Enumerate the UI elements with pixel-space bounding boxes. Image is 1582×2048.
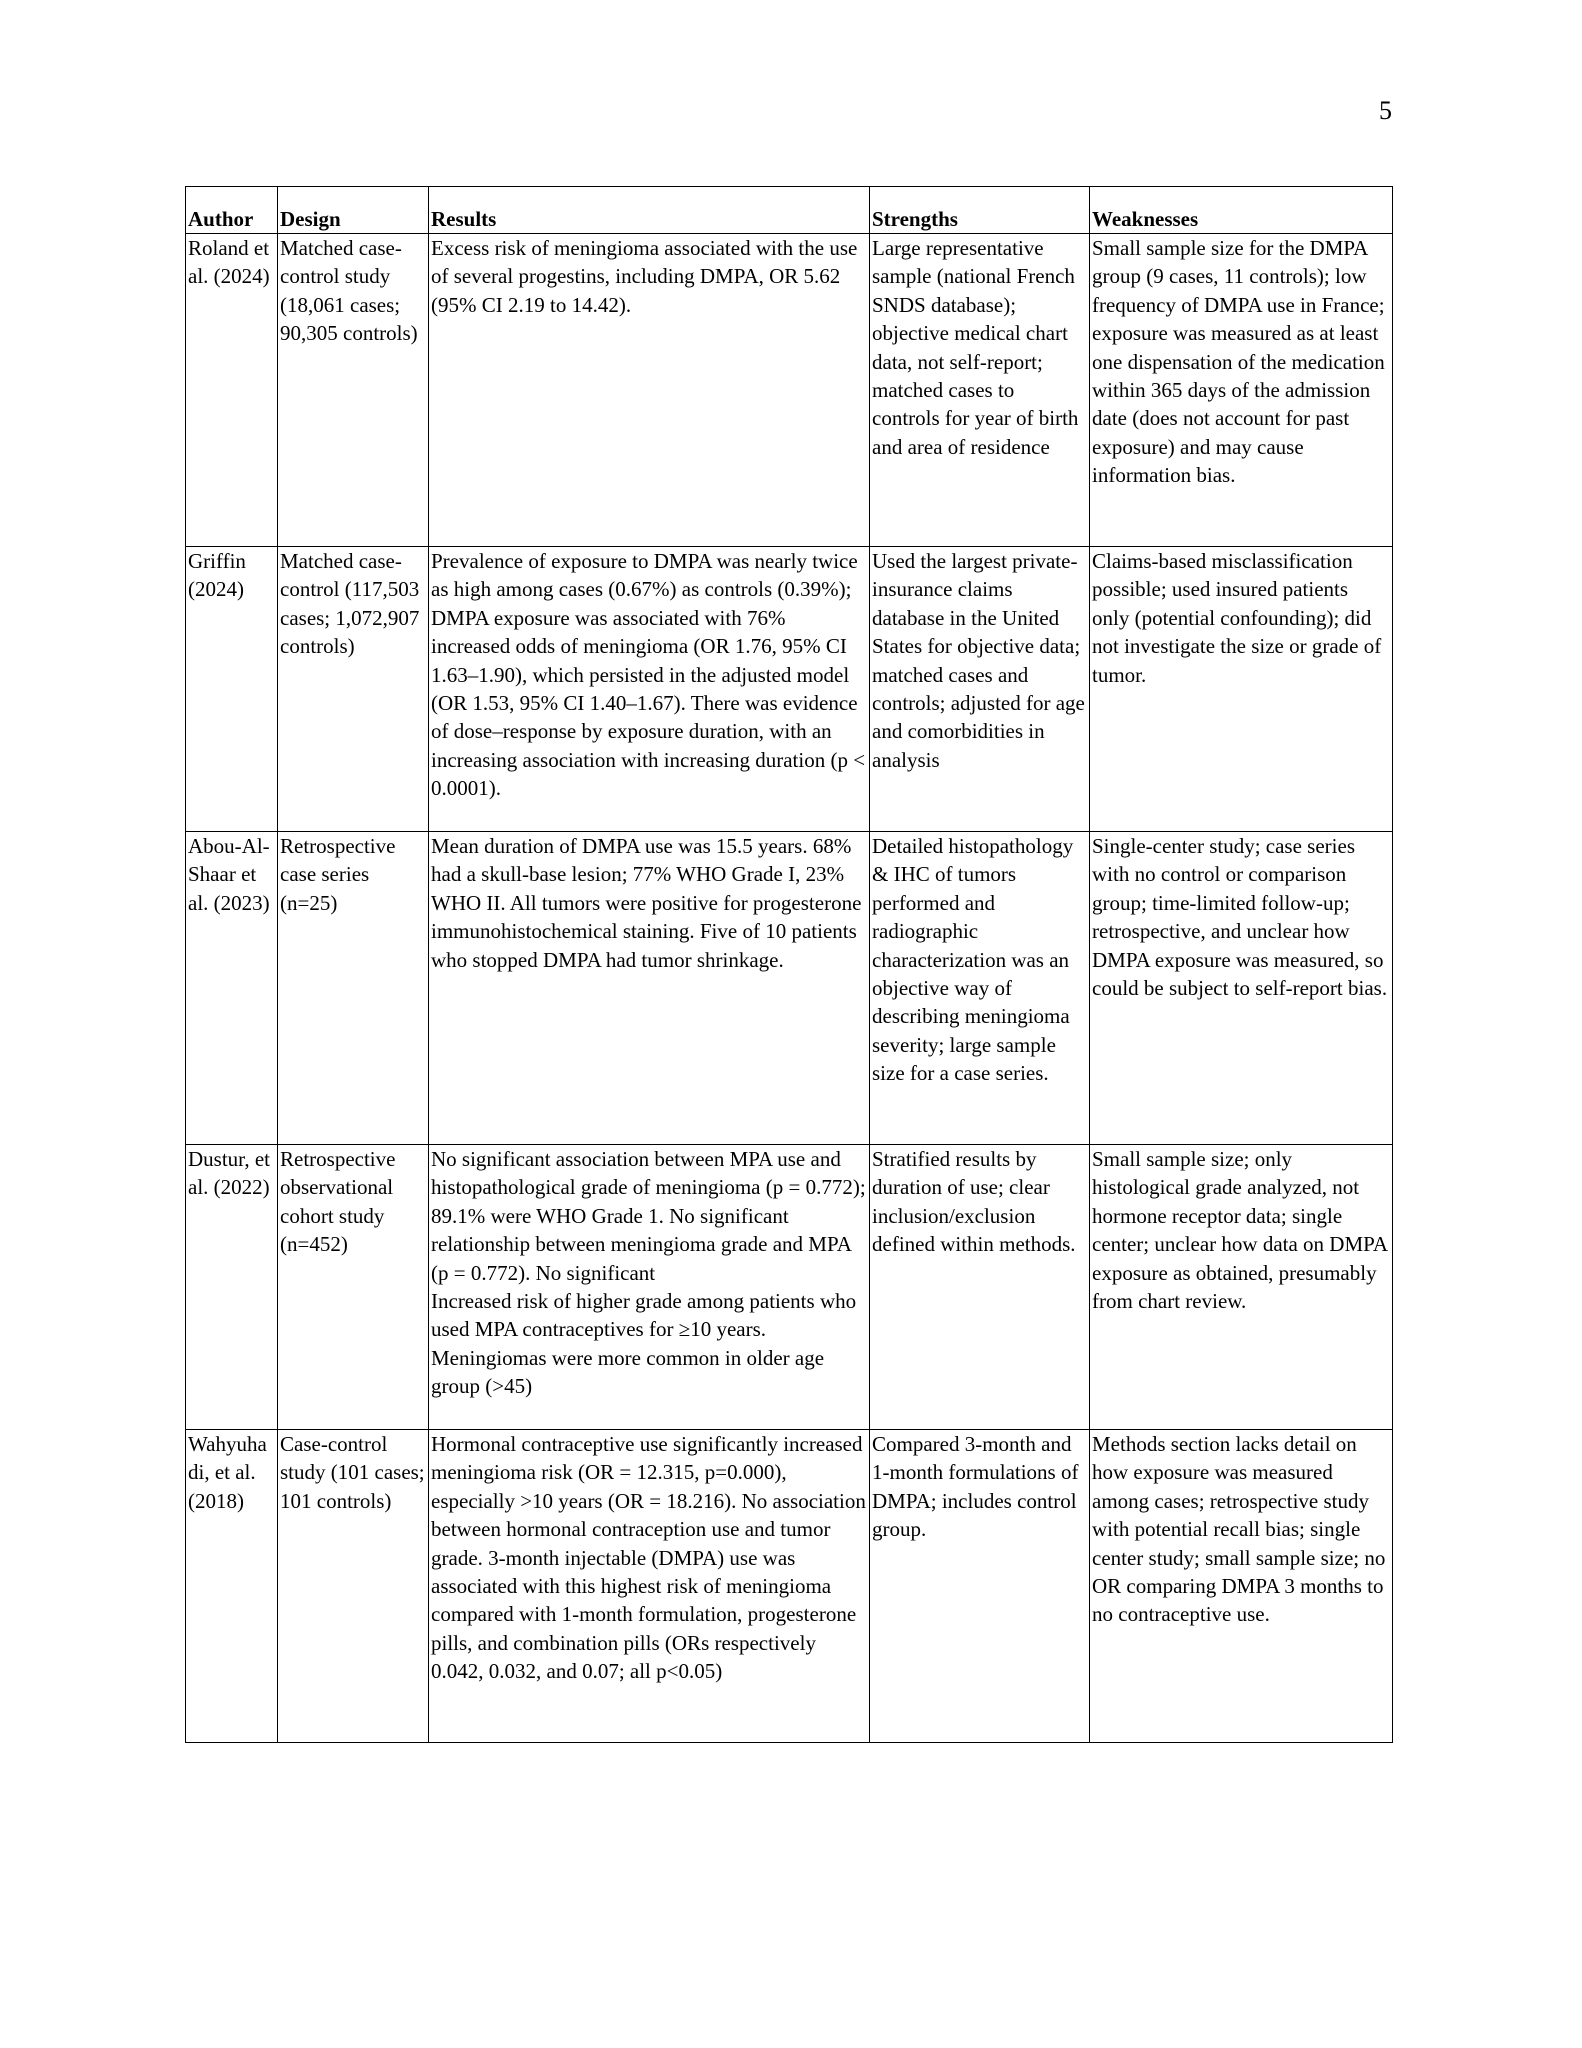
cell-weaknesses: Methods section lacks detail on how exposure was measured among cases; retrospective study with potential recall bias; single center study; small sample size; no OR comparing DMPA 3 months to no contraceptive use.	[1090, 1430, 1393, 1743]
header-results: Results	[429, 187, 870, 234]
page-number: 5	[1379, 96, 1392, 125]
table-row	[186, 234, 1393, 547]
header-design: Design	[278, 187, 429, 234]
cell-design: Matched case-control (117,503 cases; 1,072,907 controls)	[278, 547, 429, 832]
cell-design: Matched case-control study (18,061 cases; 90,305 controls)	[278, 234, 429, 547]
table-row	[186, 1145, 1393, 1430]
cell-design: Case-control study (101 cases; 101 controls)	[278, 1430, 429, 1743]
cell-strengths: Compared 3-month and 1-month formulations of DMPA; includes control group.	[870, 1430, 1090, 1743]
cell-design: Retrospective observational cohort study (n=452)	[278, 1145, 429, 1430]
cell-results: Mean duration of DMPA use was 15.5 years. 68% had a skull-base lesion; 77% WHO Grade I, 23% WHO II. All tumors were positive for progesterone immunohistochemical staining. Five of 10 patients who stopped DMPA had tumor shrinkage.	[429, 832, 870, 1145]
table-row	[186, 1430, 1393, 1743]
cell-weaknesses: Small sample size; only histological grade analyzed, not hormone receptor data; single center; unclear how data on DMPA exposure as obtained, presumably from chart review.	[1090, 1145, 1393, 1430]
results-paragraph: No significant association between MPA use and histopathological grade of meningioma (p = 0.772); 89.1% were WHO Grade 1. No significant relationship between meningioma grade and MPA (p = 0.772). No significant	[431, 1147, 866, 1285]
header-weaknesses: Weaknesses	[1090, 187, 1393, 234]
cell-results	[429, 1145, 870, 1430]
header-author: Author	[186, 187, 278, 234]
cell-results: Hormonal contraceptive use significantly increased meningioma risk (OR = 12.315, p=0.000), especially >10 years (OR = 18.216). No association between hormonal contraception use and tumor grade. 3-month injectable (DMPA) use was associated with this highest risk of meningioma compared with 1-month formulation, progesterone pills, and combination pills (ORs respectively 0.042, 0.032, and 0.07; all p<0.05)	[429, 1430, 870, 1743]
cell-strengths: Used the largest private-insurance claims database in the United States for objective data; matched cases and controls; adjusted for age and comorbidities in analysis	[870, 547, 1090, 832]
cell-results: Prevalence of exposure to DMPA was nearly twice as high among cases (0.67%) as controls (0.39%); DMPA exposure was associated with 76% increased odds of meningioma (OR 1.76, 95% CI 1.63–1.90), which persisted in the adjusted model (OR 1.53, 95% CI 1.40–1.67). There was evidence of dose–response by exposure duration, with an increasing association with increasing duration (p < 0.0001).	[429, 547, 870, 832]
table-row	[186, 547, 1393, 832]
cell-strengths: Large representative sample (national French SNDS database); objective medical chart data, not self-report; matched cases to controls for year of birth and area of residence	[870, 234, 1090, 547]
cell-author: Dustur, et al. (2022)	[186, 1145, 278, 1430]
header-strengths: Strengths	[870, 187, 1090, 234]
cell-author: Abou-Al-Shaar et al. (2023)	[186, 832, 278, 1145]
cell-author: Wahyuhadi, et al. (2018)	[186, 1430, 278, 1743]
literature-review-table	[185, 186, 1393, 1743]
cell-author: Griffin (2024)	[186, 547, 278, 832]
cell-weaknesses: Small sample size for the DMPA group (9 cases, 11 controls); low frequency of DMPA use in France; exposure was measured as at least one dispensation of the medication within 365 days of the admission date (does not account for past exposure) and may cause information bias.	[1090, 234, 1393, 547]
cell-design: Retrospective case series (n=25)	[278, 832, 429, 1145]
cell-strengths: Detailed histopathology & IHC of tumors performed and radiographic characterization was an objective way of describing meningioma severity; large sample size for a case series.	[870, 832, 1090, 1145]
table-row	[186, 832, 1393, 1145]
cell-author: Roland et al. (2024)	[186, 234, 278, 547]
results-paragraph: Increased risk of higher grade among patients who used MPA contraceptives for ≥10 years. Meningiomas were more common in older age group (>45)	[431, 1289, 857, 1399]
cell-strengths: Stratified results by duration of use; clear inclusion/exclusion defined within methods.	[870, 1145, 1090, 1430]
cell-results: Excess risk of meningioma associated with the use of several progestins, including DMPA, OR 5.62 (95% CI 2.19 to 14.42).	[429, 234, 870, 547]
table-header-row	[186, 187, 1393, 234]
cell-weaknesses: Claims-based misclassification possible; used insured patients only (potential confounding); did not investigate the size or grade of tumor.	[1090, 547, 1393, 832]
cell-weaknesses: Single-center study; case series with no control or comparison group; time-limited follow-up; retrospective, and unclear how DMPA exposure was measured, so could be subject to self-report bias.	[1090, 832, 1393, 1145]
